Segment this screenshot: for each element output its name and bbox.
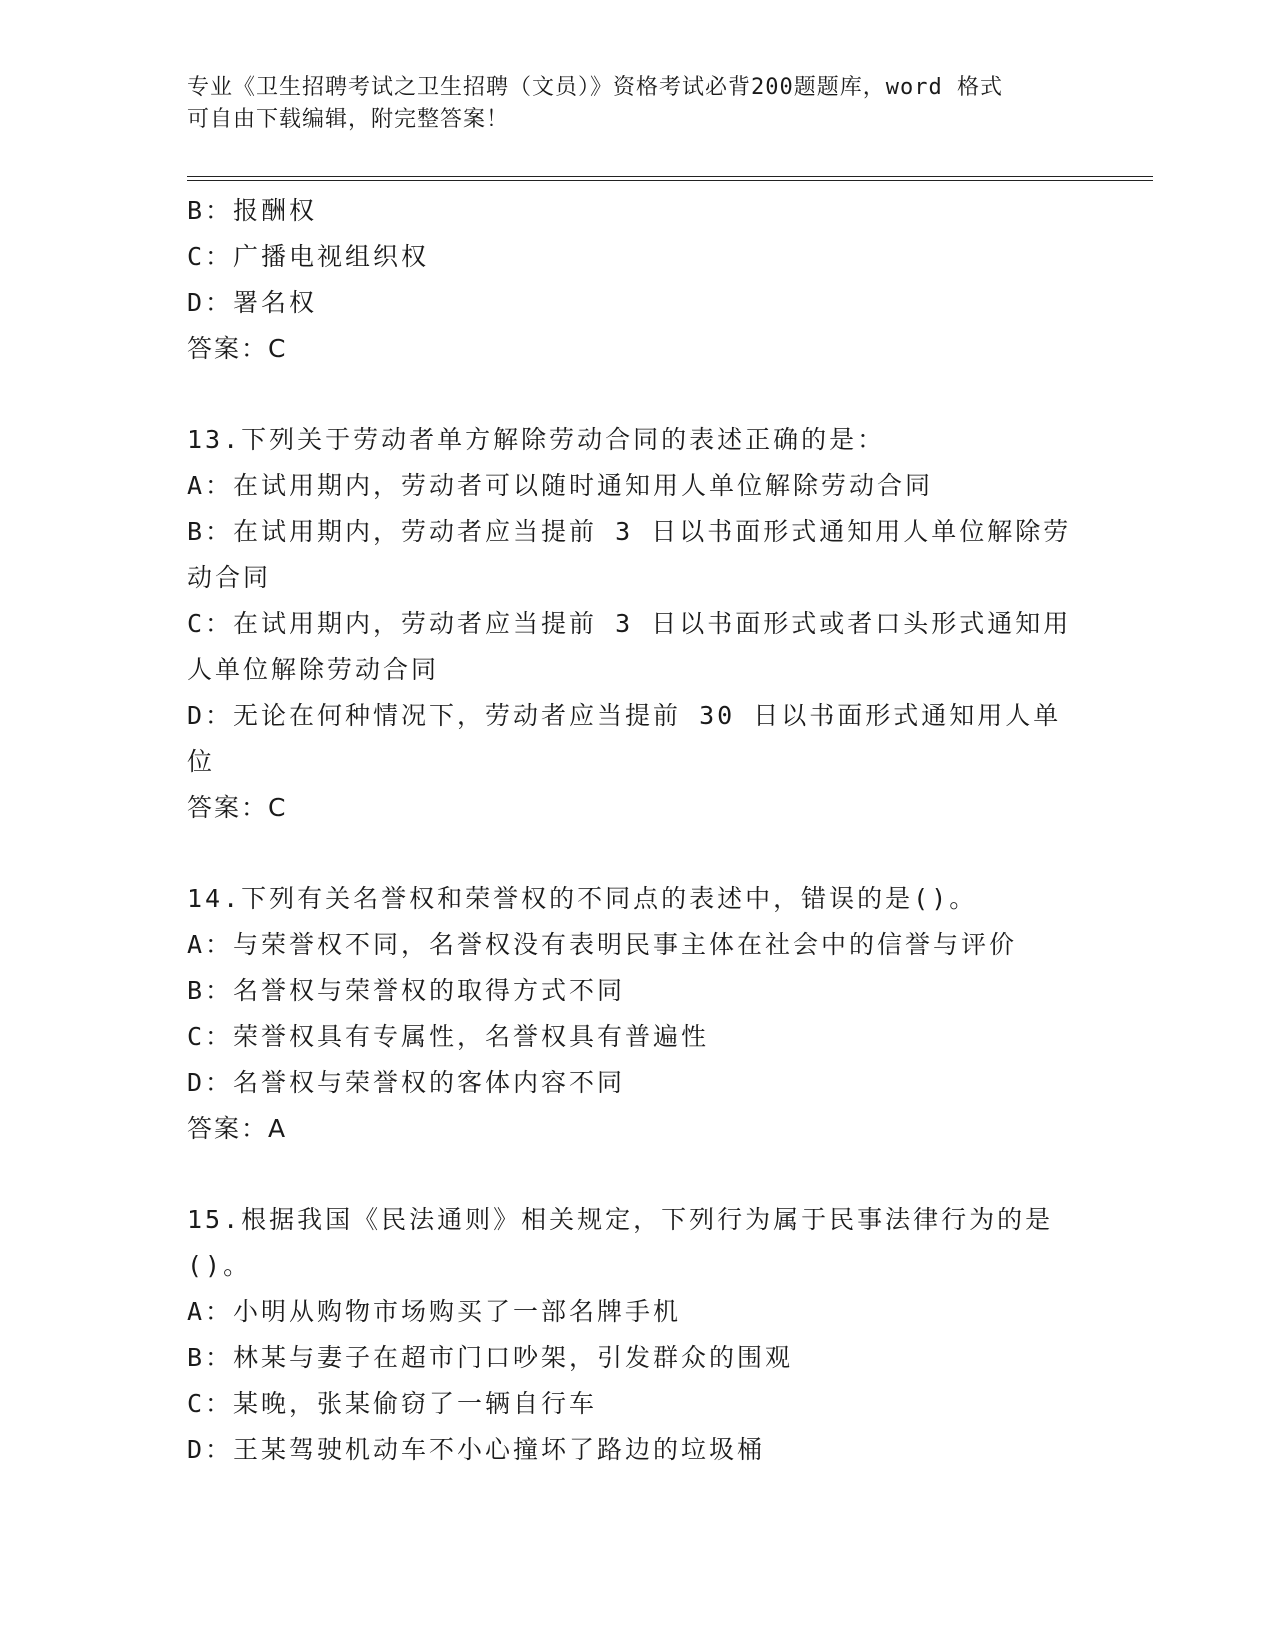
question-list	[187, 188, 1087, 1473]
option-a: A：在试用期内，劳动者可以随时通知用人单位解除劳动合同	[187, 471, 934, 500]
block-spacer	[187, 1152, 1087, 1197]
question-14-block	[187, 876, 1087, 1152]
option-c: C：在试用期内，劳动者应当提前 3 日以书面形式或者口头形式通知用	[187, 609, 1072, 638]
option-a: A：与荣誉权不同，名誉权没有表明民事主体在社会中的信誉与评价	[187, 930, 1018, 959]
block-spacer	[187, 831, 1087, 876]
document-header	[187, 72, 1067, 136]
option-a: A：小明从购物市场购买了一部名牌手机	[187, 1297, 682, 1326]
option-d: D：无论在何种情况下，劳动者应当提前 30 日以书面形式通知用人单	[187, 701, 1062, 730]
header-divider-top	[187, 176, 1153, 177]
question-stem-continued: ()。	[187, 1251, 252, 1280]
header-title-line-1: 专业《卫生招聘考试之卫生招聘（文员）》资格考试必背200题题库，word 格式	[187, 75, 1003, 100]
answer-line: 答案：A	[187, 1114, 288, 1143]
option-b: B：林某与妻子在超市门口吵架，引发群众的围观	[187, 1343, 794, 1372]
question-stem: 15.根据我国《民法通则》相关规定，下列行为属于民事法律行为的是	[187, 1205, 1054, 1234]
option-d: D：王某驾驶机动车不小心撞坏了路边的垃圾桶	[187, 1435, 766, 1464]
question-15-block	[187, 1197, 1087, 1473]
question-stem: 14.下列有关名誉权和荣誉权的不同点的表述中，错误的是()。	[187, 884, 978, 913]
option-b: B：名誉权与荣誉权的取得方式不同	[187, 976, 626, 1005]
option-c: C：广播电视组织权	[187, 242, 430, 271]
header-title-line-2: 可自由下载编辑，附完整答案！	[187, 107, 510, 132]
option-b-continued: 动合同	[187, 563, 272, 592]
header-divider-bottom	[187, 180, 1153, 181]
option-b: B：在试用期内，劳动者应当提前 3 日以书面形式通知用人单位解除劳	[187, 517, 1072, 546]
option-c: C：某晚，张某偷窃了一辆自行车	[187, 1389, 598, 1418]
option-c-continued: 人单位解除劳动合同	[187, 655, 440, 684]
option-d: D：名誉权与荣誉权的客体内容不同	[187, 1068, 626, 1097]
question-13-block	[187, 417, 1087, 831]
option-c: C：荣誉权具有专属性，名誉权具有普遍性	[187, 1022, 710, 1051]
option-d-continued: 位	[187, 747, 216, 776]
answer-line: 答案：C	[187, 334, 288, 363]
option-d: D：署名权	[187, 288, 318, 317]
block-spacer	[187, 372, 1087, 417]
prev-question-block	[187, 188, 1087, 372]
question-stem: 13.下列关于劳动者单方解除劳动合同的表述正确的是：	[187, 425, 886, 454]
option-b: B：报酬权	[187, 196, 318, 225]
answer-line: 答案：C	[187, 793, 288, 822]
